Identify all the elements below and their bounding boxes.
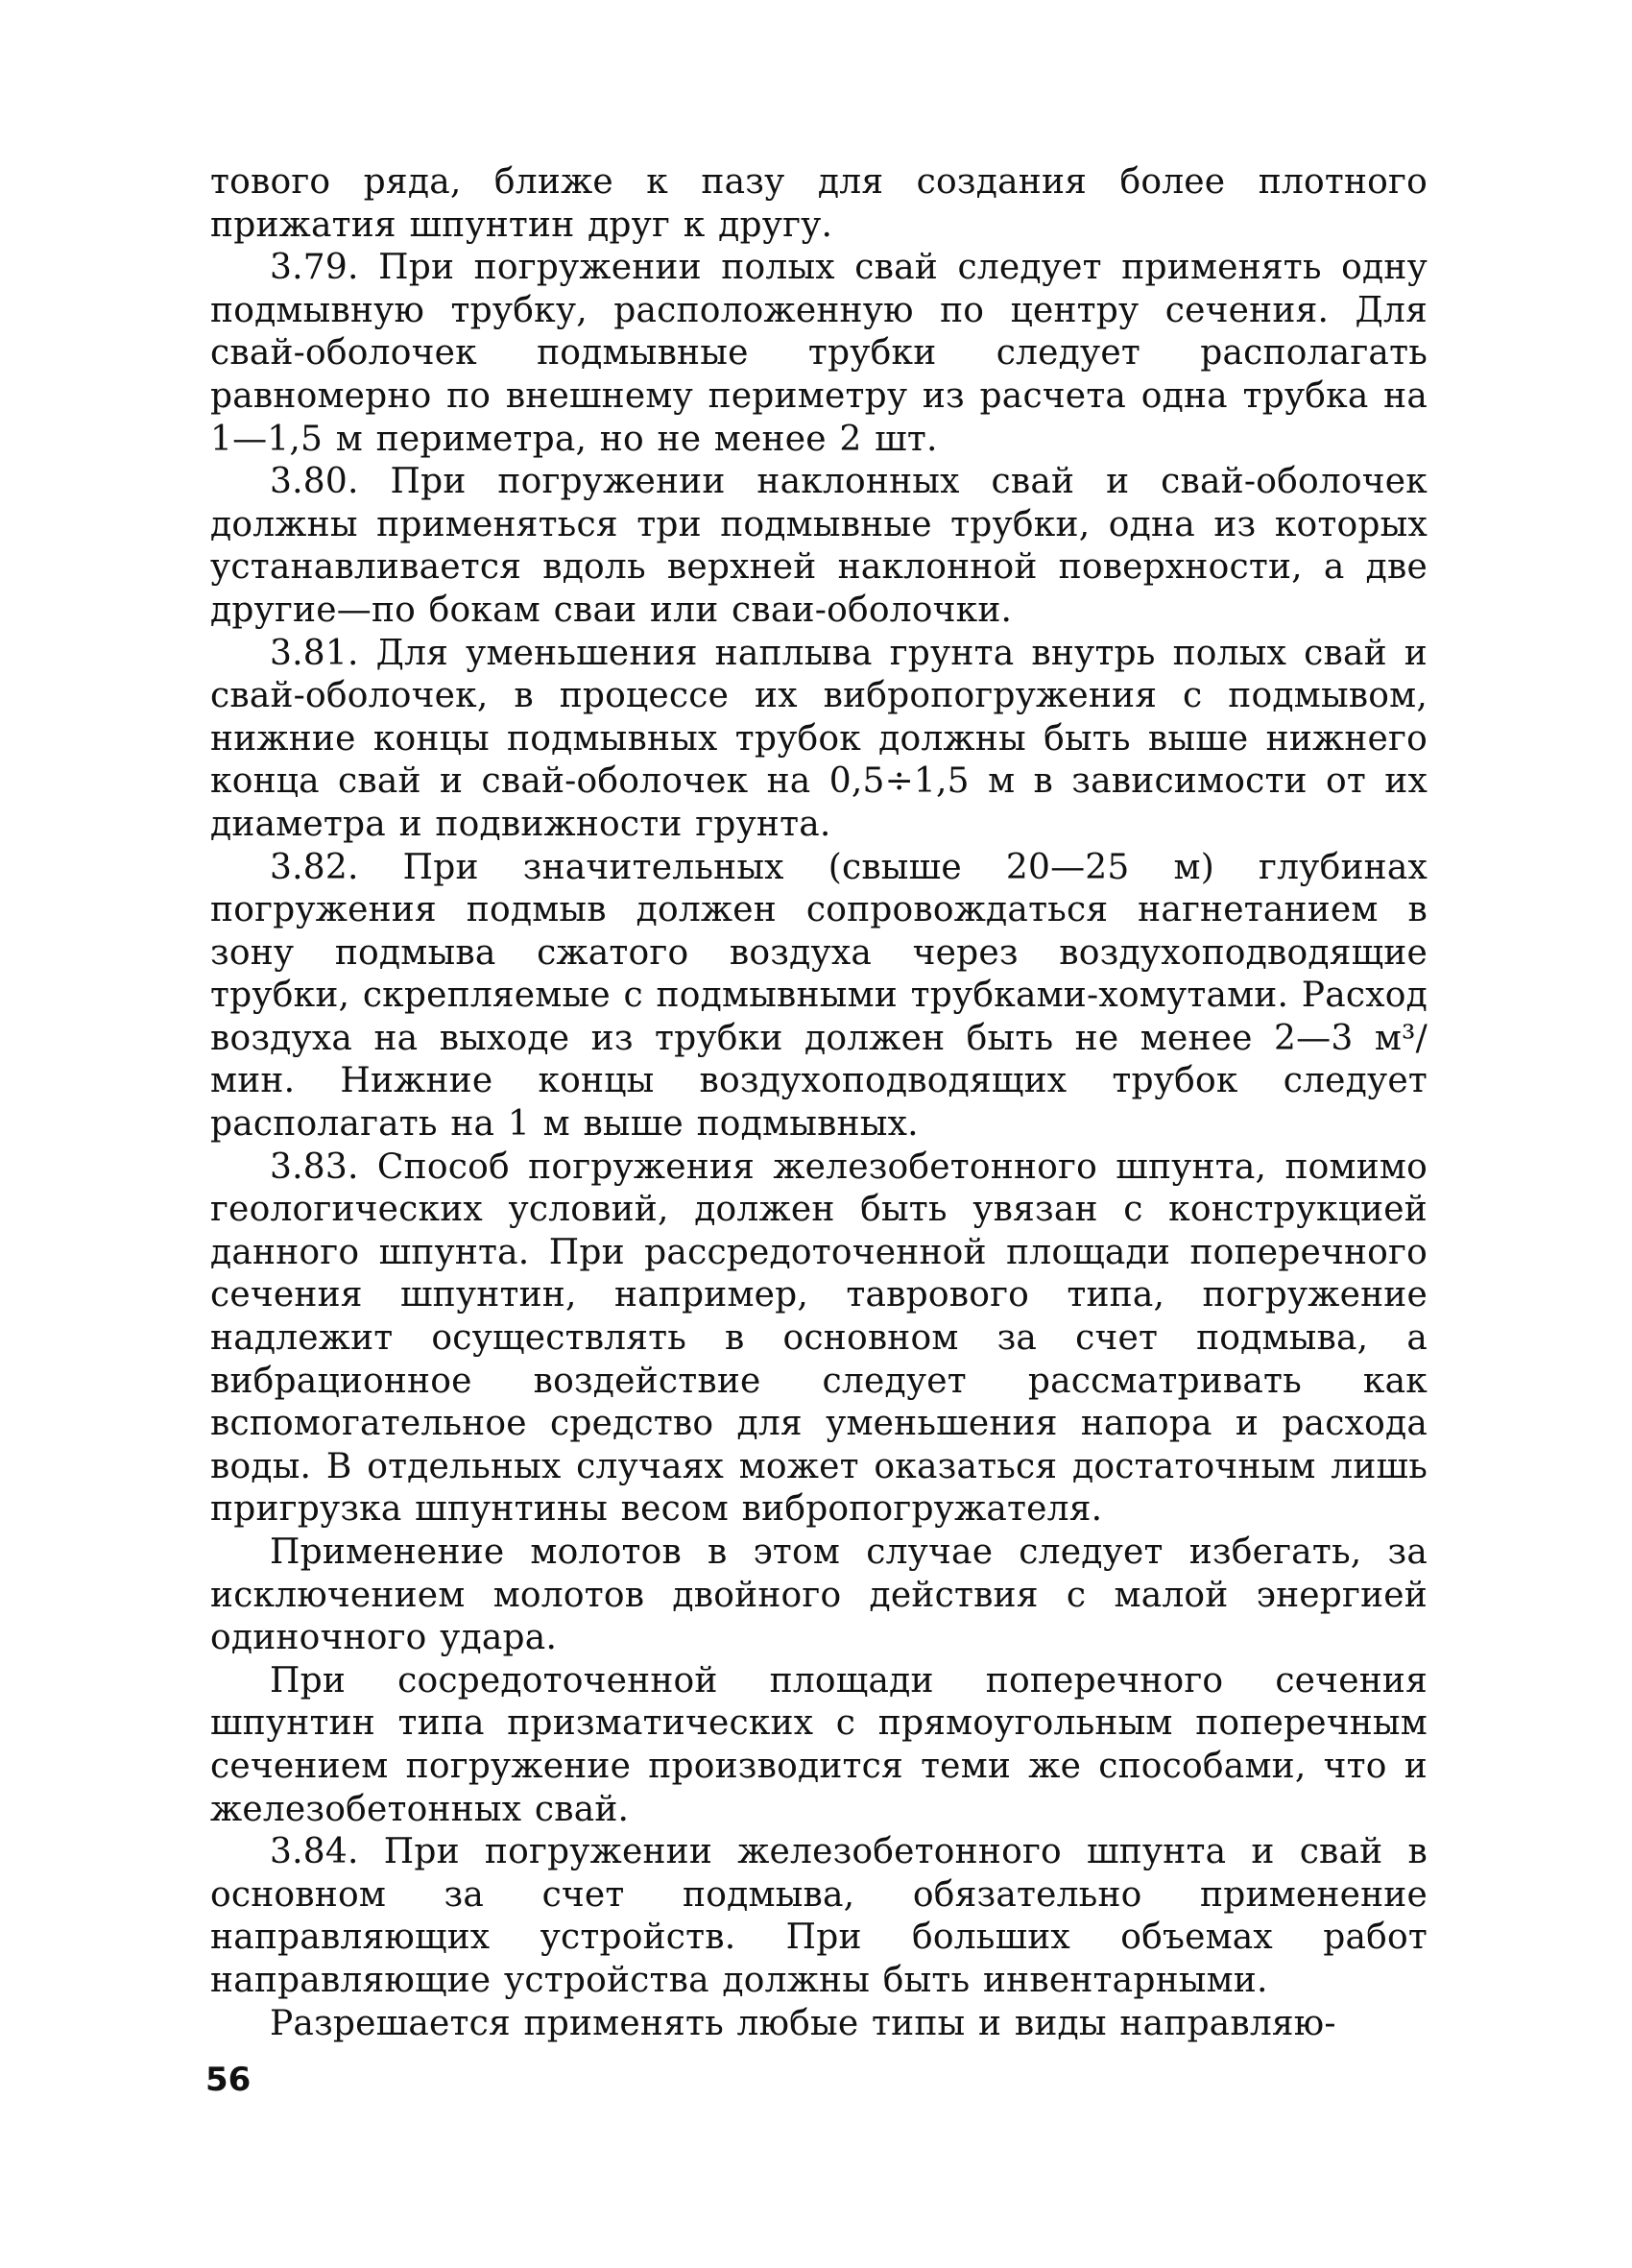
- paragraph-hammers: Применение молотов в этом случае следует избегать, за исключением молотов двойного действия с малой энергией одиночного удара.: [210, 1532, 1428, 1658]
- paragraph-3-81: 3.81. Для уменьшения наплыва грунта внутрь полых свай и свай-оболочек, в процессе их вибропогружения с подмывом, нижние концы подмывных трубок должны быть выше нижнего конца свай и свай-оболочек на 0,5÷1,5 м в зависимости от их диаметра и подвижности грунта.: [210, 633, 1428, 844]
- paragraph-allowed-guides: Разрешается применять любые типы и виды направляю-: [270, 2003, 1336, 2043]
- paragraph-3-80: 3.80. При погружении наклонных свай и свай-оболочек должны применяться три подмывные трубки, одна из которых устанавливается вдоль верхней наклонной поверхности, а две другие—по бокам сваи или сваи-оболочки.: [210, 462, 1428, 630]
- paragraph-3-82: 3.82. При значительных (свыше 20—25 м) глубинах погружения подмыв должен сопровождаться нагнетанием в зону подмыва сжатого воздуха через воздухоподводящие трубки, скрепляемые с подмывными трубками-хомутами. Расход воздуха на выходе из трубки должен быть не менее 2—3 м³/мин. Нижние концы воздухоподводящих трубок следует располагать на 1 м выше подмывных.: [210, 847, 1428, 1145]
- paragraph-continuation: тового ряда, ближе к пазу для создания более плотного прижатия шпунтин друг к другу.: [210, 162, 1428, 245]
- paragraph-3-79: 3.79. При погружении полых свай следует применять одну подмывную трубку, расположенную по центру сечения. Для свай-оболочек подмывные трубки следует располагать равномерно по внешнему периметру из расчета одна трубка на 1—1,5 м периметра, но не менее 2 шт.: [210, 248, 1428, 459]
- paragraph-concentrated-section: При сосредоточенной площади поперечного сечения шпунтин типа призматических с прямоугольным поперечным сечением погружение производится теми же способами, что и железобетонных свай.: [210, 1660, 1428, 1829]
- paragraph-3-84: 3.84. При погружении железобетонного шпунта и свай в основном за счет подмыва, обязательно применение направляющих устройств. При больших объемах работ направляющие устройства должны быть инвентарными.: [210, 1832, 1428, 2000]
- body-text: [210, 161, 1428, 2045]
- paragraph-3-83: 3.83. Способ погружения железобетонного шпунта, помимо геологических условий, должен быть увязан с конструкцией данного шпунта. При рассредоточенной площади поперечного сечения шпунтин, например, таврового типа, погружение надлежит осуществлять в основном за счет подмыва, а вибрационное воздействие следует рассматривать как вспомогательное средство для уменьшения напора и расхода воды. В отдельных случаях может оказаться достаточным лишь пригрузка шпунтины весом вибропогружателя.: [210, 1146, 1428, 1530]
- page-number: 56: [205, 2061, 252, 2099]
